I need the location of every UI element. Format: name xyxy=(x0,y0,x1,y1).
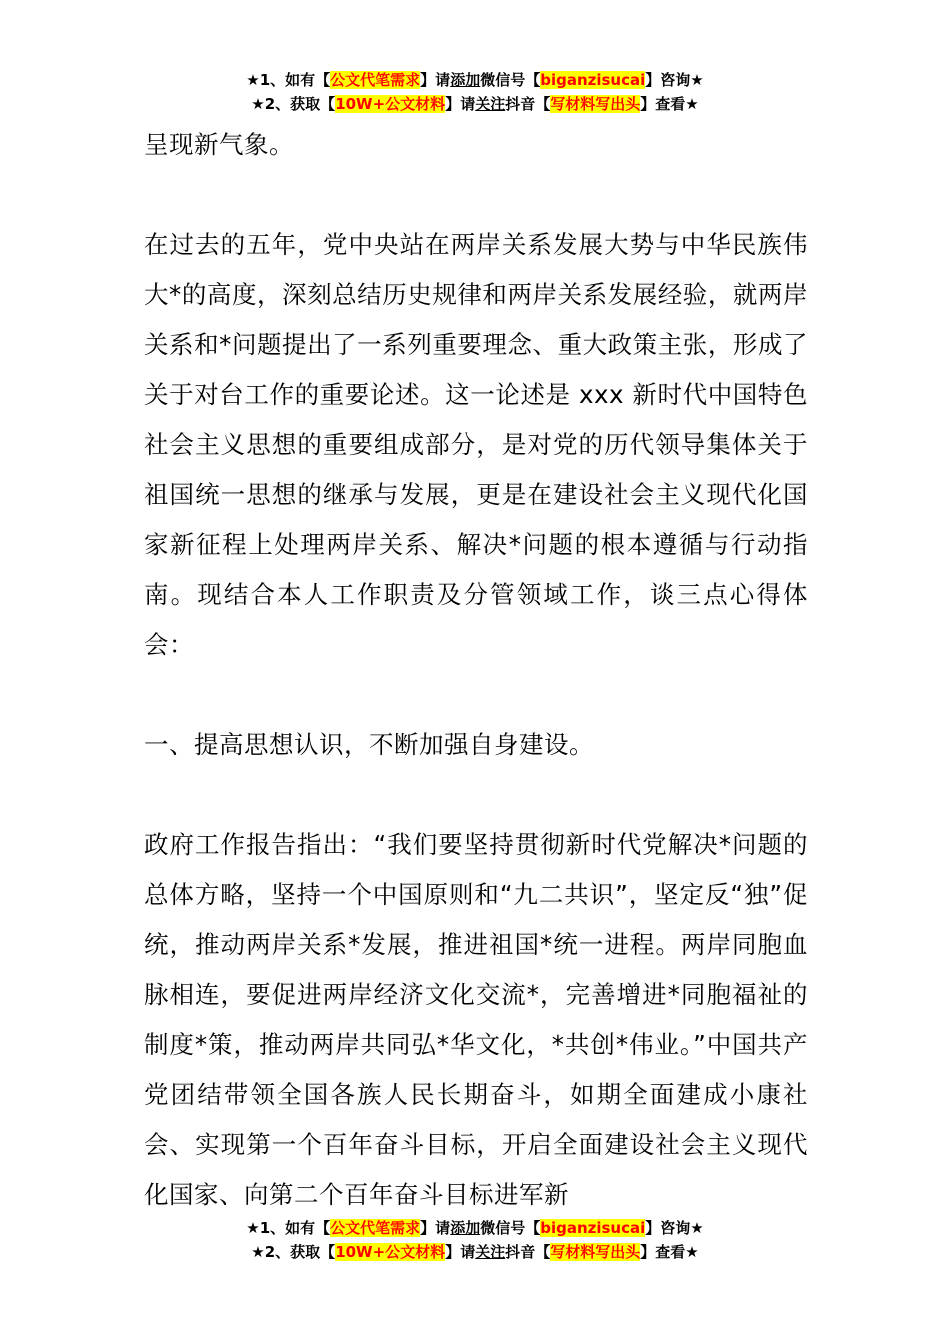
paragraph-gap xyxy=(144,770,808,820)
paragraph-continuation: 呈现新气象。 xyxy=(144,130,294,159)
highlight-materials: 10W+公文材料 xyxy=(335,1243,446,1261)
highlight-wechat-id: biganzisucai xyxy=(540,1219,646,1237)
highlight-materials: 10W+公文材料 xyxy=(335,95,446,113)
document-body xyxy=(144,120,808,1220)
highlight-douyin-account: 写材料写出头 xyxy=(550,95,641,113)
highlight-douyin-account: 写材料写出头 xyxy=(550,1243,641,1261)
ad-line-1: ★1、如有【公文代笔需求】请添加微信号【biganzisucai】咨询★ xyxy=(246,1219,704,1237)
ad-line-2: ★2、获取【10W+公文材料】请关注抖音【写材料写出头】查看★ xyxy=(251,1243,699,1261)
ad-line-1: ★1、如有【公文代笔需求】请添加微信号【biganzisucai】咨询★ xyxy=(246,71,704,89)
paragraph-gap xyxy=(144,170,808,220)
section-heading: 一、提高思想认识，不断加强自身建设。 xyxy=(144,730,594,759)
highlight-service: 公文代笔需求 xyxy=(330,71,421,89)
paragraph-intro: 在过去的五年，党中央站在两岸关系发展大势与中华民族伟大*的高度，深刻总结历史规律和两岸关系发展经验，就两岸关系和*问题提出了一系列重要理念、重大政策主张，形成了关于对台工作的重要论述。这一论述是 xxx 新时代中国特色社会主义思想的重要组成部分，是对党的历代领导集体关于祖国统一思想的继承与发展，更是在建设社会主义现代化国家新征程上处理两岸关系、解决*问题的根本遵循与行动指南。现结合本人工作职责及分管领域工作，谈三点心得体会： xyxy=(144,230,808,659)
highlight-wechat-id: biganzisucai xyxy=(540,71,646,89)
paragraph-gap xyxy=(144,670,808,720)
header-ad-banner xyxy=(0,68,950,116)
paragraph-body: 政府工作报告指出：“我们要坚持贯彻新时代党解决*问题的总体方略，坚持一个中国原则和“九二共识”，坚定反“独”促统，推动两岸关系*发展，推进祖国*统一进程。两岸同胞血脉相连，要促进两岸经济文化交流*，完善增进*同胞福祉的制度*策，推动两岸共同弘*华文化，*共创*伟业。”中国共产党团结带领全国各族人民长期奋斗，如期全面建成小康社会、实现第一个百年奋斗目标，开启全面建设社会主义现代化国家、向第二个百年奋斗目标进军新 xyxy=(144,830,808,1209)
highlight-service: 公文代笔需求 xyxy=(330,1219,421,1237)
footer-ad-banner xyxy=(0,1216,950,1264)
ad-line-2: ★2、获取【10W+公文材料】请关注抖音【写材料写出头】查看★ xyxy=(251,95,699,113)
